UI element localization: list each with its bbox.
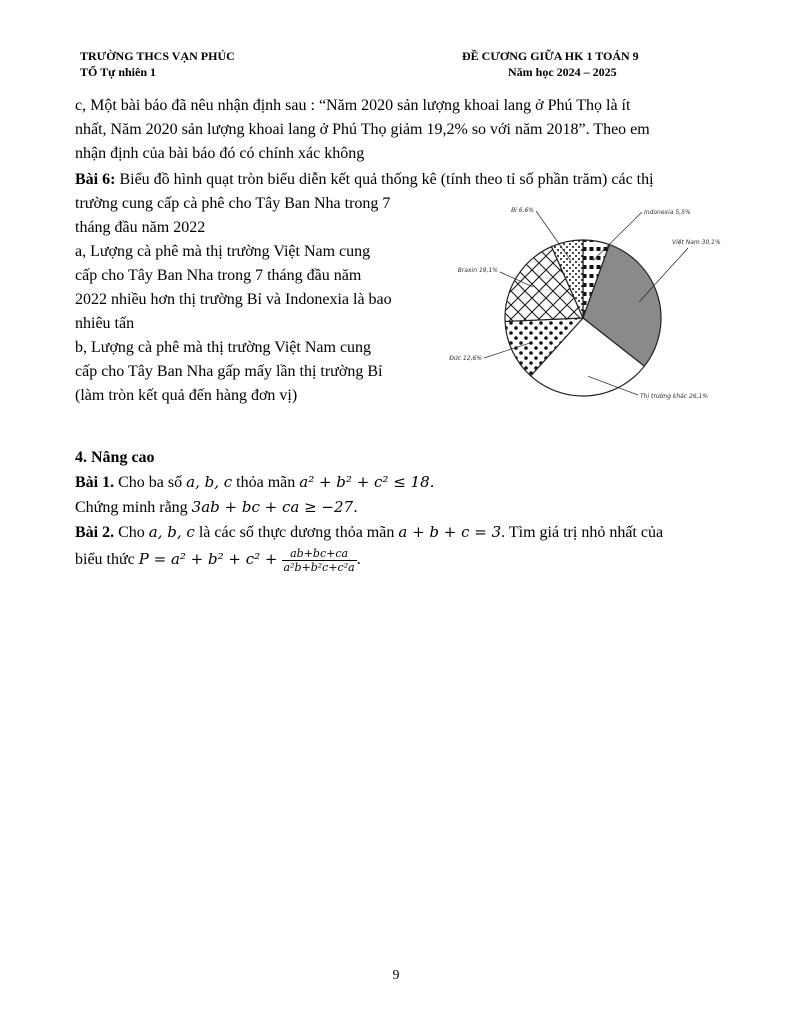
bai2-line-2 <box>75 547 663 574</box>
bai2-intro: Cho <box>114 524 149 541</box>
school-name: TRƯỜNG THCS VẠN PHÚC <box>80 49 235 63</box>
bai6-a-line-4: nhiêu tấn <box>75 315 135 332</box>
bai6-line-1: Biểu đồ hình quạt tròn biểu diễn kết quả thống kê (tính theo tỉ số phần trăm) các thị <box>115 171 654 188</box>
pie-slice-label: Đức 12,6% <box>449 355 482 362</box>
bai6-heading <box>75 168 654 192</box>
header-left <box>80 48 235 80</box>
bai2-mid: là các số thực dương thỏa mãn <box>194 524 399 541</box>
bai6-line-3: tháng đầu năm 2022 <box>75 219 206 236</box>
bai1-inequality: 3ab + bc + ca ≥ −27. <box>191 498 358 516</box>
bai1-condition: a² + b² + c² ≤ 18. <box>299 473 435 491</box>
bai1-label: Bài 1. <box>75 474 115 491</box>
exam-title: ĐỀ CƯƠNG GIỮA HK 1 TOÁN 9 <box>462 49 639 63</box>
bai6-a-line-1: a, Lượng cà phê mà thị trường Việt Nam cung <box>75 243 371 260</box>
pie-slice-label: Thị trường khác 26,1% <box>640 393 709 400</box>
bai6-b-line-3: (làm tròn kết quả đến hàng đơn vị) <box>75 387 298 404</box>
coffee-market-pie-chart <box>448 200 721 408</box>
bai2-period: . <box>356 551 361 569</box>
bai2-line-1 <box>75 520 663 545</box>
bai1-vars: a, b, c <box>186 473 233 491</box>
page-number: 9 <box>392 968 400 983</box>
pie-slice-label: Braxin 19,1% <box>457 267 498 274</box>
bai2-expression: P = a² + b² + c² + <box>138 550 278 569</box>
part-c-question <box>75 94 650 166</box>
pie-slices <box>505 240 661 396</box>
part-c-line-2: nhất, Năm 2020 sản lượng khoai lang ở Phú Thọ giảm 19,2% so với năm 2018”. Theo em <box>75 121 650 138</box>
bai2-expression-intro: biểu thức <box>75 551 139 569</box>
pie-slice-label: Indonexia 5,5% <box>644 209 691 216</box>
bai6-line-2: trường cung cấp cà phê cho Tây Ban Nha trong 7 <box>75 195 391 212</box>
bai2-condition: a + b + c = 3 <box>398 523 502 541</box>
section-4 <box>75 446 663 574</box>
bai2-fraction <box>282 547 357 574</box>
bai1-line-1 <box>75 470 663 495</box>
bai6-label: Bài 6: <box>75 171 116 188</box>
section-4-title: 4. Nâng cao <box>75 449 155 466</box>
pie-slice-label: Bỉ 6,6% <box>511 207 534 214</box>
bai6-b-line-1: b, Lượng cà phê mà thị trường Việt Nam cung <box>75 339 372 356</box>
header-right <box>462 48 639 80</box>
bai1-mid: thỏa mãn <box>232 474 300 491</box>
pie-slice-label: Việt Nam 30,1% <box>672 239 721 246</box>
bai2-label: Bài 2. <box>75 524 115 541</box>
school-year: Năm học 2024 – 2025 <box>508 65 617 79</box>
bai1-line-2 <box>75 495 663 520</box>
bai2-end: . Tìm giá trị nhỏ nhất của <box>501 524 664 541</box>
part-c-line-1: c, Một bài báo đã nêu nhận định sau : “Năm 2020 sản lượng khoai lang ở Phú Thọ là ít <box>75 97 631 114</box>
bai6-b-line-2: cấp cho Tây Ban Nha gấp mấy lần thị trường Bỉ <box>75 363 383 380</box>
bai6-a-line-2: cấp cho Tây Ban Nha trong 7 tháng đầu năm <box>75 267 362 284</box>
fraction-numerator: ab+bc+ca <box>282 547 357 561</box>
bai6-a-line-3: 2022 nhiều hơn thị trường Bỉ và Indonexia là bao <box>75 291 392 308</box>
bai6-body <box>75 192 447 408</box>
fraction-denominator: a²b+b²c+c²a <box>283 561 355 574</box>
department-name: TỔ Tự nhiên 1 <box>80 65 157 79</box>
bai1-intro: Cho ba số <box>114 474 187 491</box>
part-c-line-3: nhận định của bài báo đó có chính xác không <box>75 145 365 162</box>
bai2-vars: a, b, c <box>148 523 195 541</box>
bai1-prove-text: Chứng minh rằng <box>75 499 192 516</box>
